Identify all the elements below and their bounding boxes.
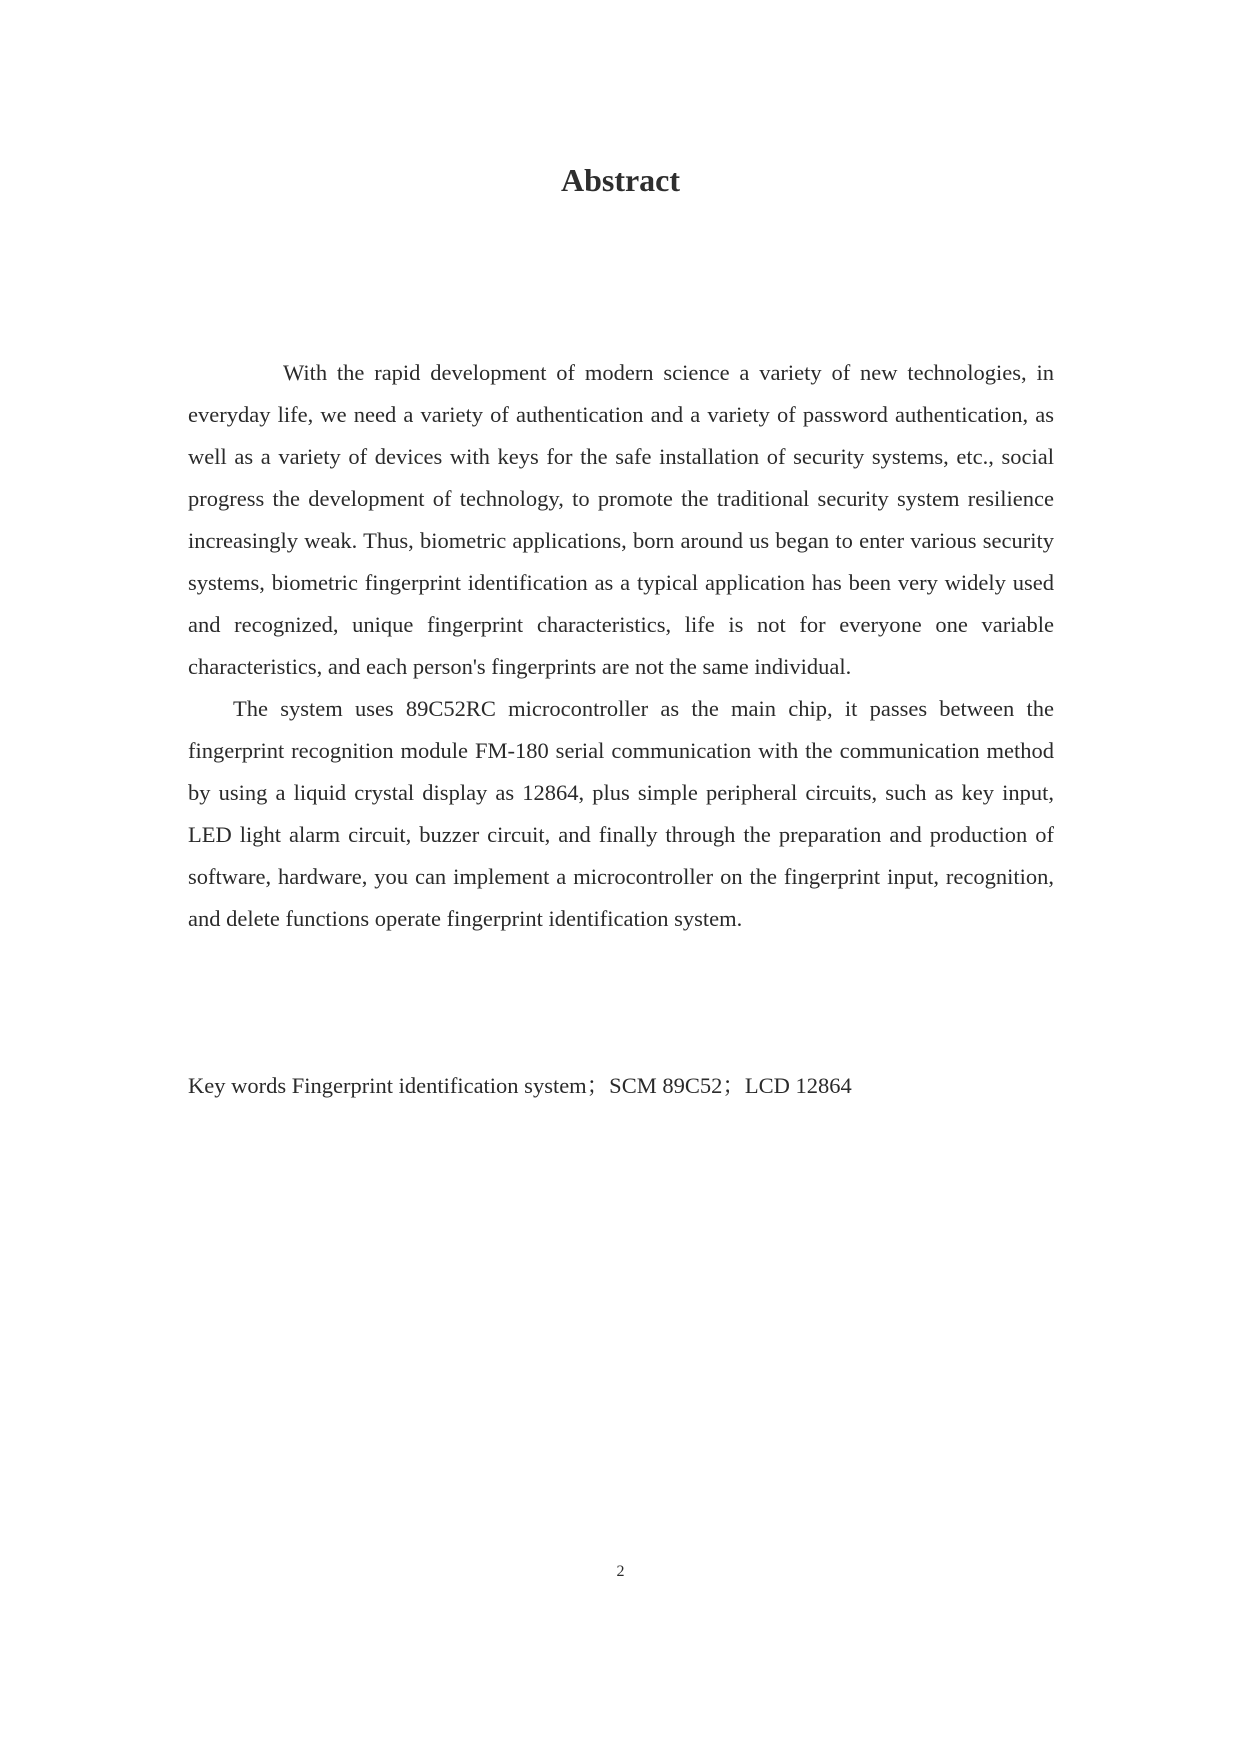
abstract-body	[188, 352, 1054, 940]
abstract-paragraph-1: With the rapid development of modern science a variety of new technologies, in everyday life, we need a variety of authentication and a variety of password authentication, as well as a variety of devices with keys for the safe installation of security systems, etc., social progress the development of technology, to promote the traditional security system resilience increasingly weak. Thus, biometric applications, born around us began to enter various security systems, biometric fingerprint identification as a typical application has been very widely used and recognized, unique fingerprint characteristics, life is not for everyone one variable characteristics, and each person's fingerprints are not the same individual.	[188, 360, 1054, 679]
page-number: 2	[616, 1563, 625, 1580]
keywords-line: Key words Fingerprint identification system；SCM 89C52；LCD 12864	[188, 1073, 852, 1098]
abstract-paragraph-2: The system uses 89C52RC microcontroller as the main chip, it passes between the fingerprint recognition module FM-180 serial communication with the communication method by using a liquid crystal display as 12864, plus simple peripheral circuits, such as key input, LED light alarm circuit, buzzer circuit, and finally through the preparation and production of software, hardware, you can implement a microcontroller on the fingerprint input, recognition, and delete functions operate fingerprint identification system.	[188, 696, 1054, 931]
page-title: Abstract	[560, 162, 681, 198]
